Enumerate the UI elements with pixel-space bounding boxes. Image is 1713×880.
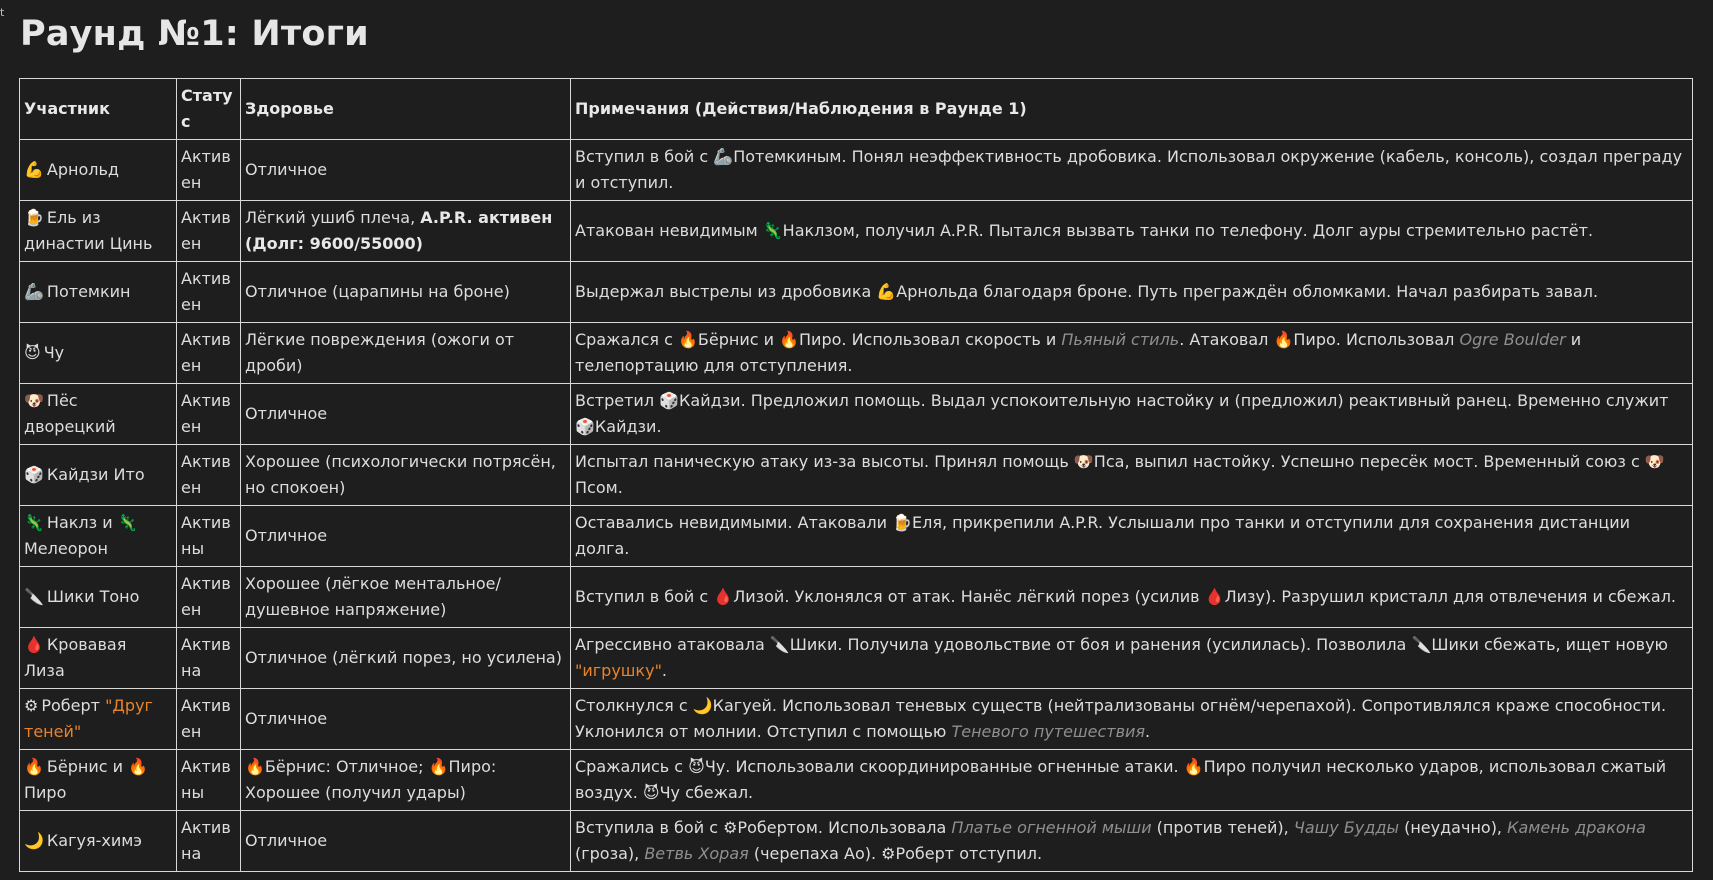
table-row — [20, 506, 1693, 567]
ability-name: Теневого путешествия — [951, 722, 1146, 741]
notes-cell: Оставались невидимыми. Атаковали 🍺Еля, прикрепили A.P.R. Услышали про танки и отступили для сохранения дистанции долга. — [571, 506, 1693, 567]
notes-cell — [571, 628, 1693, 689]
participant-name: Кайдзи Ито — [46, 465, 145, 484]
status-cell: Активны — [177, 506, 241, 567]
participant-cell — [20, 445, 177, 506]
lizard-icon: 🦎 — [24, 513, 44, 532]
ability-name: Платье огненной мыши — [951, 818, 1152, 837]
notes-text: (неудачно), — [1399, 818, 1508, 837]
round-summary-table — [19, 78, 1693, 872]
ability-name: Ogre Boulder — [1459, 330, 1566, 349]
beer-icon: 🍺 — [24, 208, 44, 227]
health-cell: 🔥Бёрнис: Отличное; 🔥Пиро: Хорошее (получил удары) — [241, 750, 571, 811]
participant-cell — [20, 689, 177, 750]
participant-name: Чу — [43, 343, 65, 362]
table-row — [20, 262, 1693, 323]
participant-name: Ель из династии Цинь — [24, 208, 153, 253]
participant-cell — [20, 201, 177, 262]
status-cell: Активен — [177, 567, 241, 628]
health-cell: Отличное — [241, 811, 571, 872]
dice-icon: 🎲 — [24, 465, 44, 484]
notes-cell: Сражались с 😈Чу. Использовали скоординированные огненные атаки. 🔥Пиро получил несколько ударов, использовал сжатый воздух. 😈Чу сбежал. — [571, 750, 1693, 811]
table-row — [20, 323, 1693, 384]
ability-name: Чашу Будды — [1293, 818, 1400, 837]
notes-text: и телепортацию для отступления. — [575, 330, 1582, 375]
health-cell: Лёгкие повреждения (ожоги от дроби) — [241, 323, 571, 384]
notes-cell — [571, 689, 1693, 750]
participant-cell — [20, 262, 177, 323]
notes-text: Сражался с 🔥Бёрнис и 🔥Пиро. Использовал скорость и — [575, 330, 1062, 349]
notes-cell: Испытал паническую атаку из-за высоты. Принял помощь 🐶Пса, выпил настойку. Успешно пересёк мост. Временный союз с 🐶Псом. — [571, 445, 1693, 506]
quoted-text: "игрушку" — [575, 661, 662, 680]
participant-name: Бёрнис и 🔥 Пиро — [24, 757, 149, 802]
header-health: Здоровье — [241, 79, 571, 140]
ability-name: Камень дракона — [1507, 818, 1646, 837]
participant-cell — [20, 506, 177, 567]
health-cell: Отличное — [241, 140, 571, 201]
participant-name: Пёс дворецкий — [24, 391, 116, 436]
apr-debt-text: A.P.R. активен (Долг: 9600/55000) — [245, 208, 553, 253]
status-cell: Активен — [177, 140, 241, 201]
participant-nickname: "Друг теней" — [24, 696, 153, 741]
moon-icon: 🌙 — [24, 831, 44, 850]
ability-name: Пьяный стиль — [1061, 330, 1180, 349]
dog-icon: 🐶 — [24, 391, 44, 410]
fire-icon: 🔥 — [24, 757, 44, 776]
status-cell: Активен — [177, 384, 241, 445]
notes-text: Агрессивно атаковала 🔪Шики. Получила удовольствие от боя и ранения (усилилась). Позволила 🔪Шики сбежать, ищет новую — [575, 635, 1668, 654]
participant-cell — [20, 628, 177, 689]
health-cell: Отличное — [241, 506, 571, 567]
participant-cell — [20, 750, 177, 811]
health-cell: Хорошее (лёгкое ментальное/душевное напряжение) — [241, 567, 571, 628]
notes-cell — [571, 323, 1693, 384]
participant-name: Наклз и 🦎 Мелеорон — [24, 513, 138, 558]
health-text: Лёгкий ушиб плеча, — [245, 208, 421, 227]
table-row — [20, 811, 1693, 872]
notes-text: (гроза), — [575, 844, 645, 863]
participant-name: Роберт — [41, 696, 100, 715]
knife-icon: 🔪 — [24, 587, 44, 606]
notes-text: Столкнулся с 🌙Кагуей. Использовал теневых существ (нейтрализованы огнём/черепахой). Сопротивлялся краже способности. Уклонился от молнии. Отступил с помощью — [575, 696, 1667, 741]
table-row — [20, 384, 1693, 445]
health-cell — [241, 201, 571, 262]
table-row — [20, 567, 1693, 628]
participant-name: Потемкин — [46, 282, 131, 301]
health-cell: Отличное (лёгкий порез, но усилена) — [241, 628, 571, 689]
notes-text: Вступила в бой с ⚙Робертом. Использовала — [575, 818, 952, 837]
page-title: Раунд №1: Итоги — [20, 14, 369, 54]
header-status: Статус — [177, 79, 241, 140]
notes-cell: Атакован невидимым 🦎Наклзом, получил A.P.R. Пытался вызвать танки по телефону. Долг ауры стремительно растёт. — [571, 201, 1693, 262]
header-notes: Примечания (Действия/Наблюдения в Раунде 1) — [571, 79, 1693, 140]
table-row — [20, 689, 1693, 750]
participant-cell — [20, 140, 177, 201]
notes-cell: Встретил 🎲Кайдзи. Предложил помощь. Выдал успокоительную настойку и (предложил) реактивный ранец. Временно служит 🎲Кайдзи. — [571, 384, 1693, 445]
table-row — [20, 750, 1693, 811]
table-row — [20, 445, 1693, 506]
table-row — [20, 140, 1693, 201]
corner-mark: t — [0, 6, 5, 19]
table-row — [20, 201, 1693, 262]
notes-cell: Вступил в бой с 🩸Лизой. Уклонялся от атак. Нанёс лёгкий порез (усилив 🩸Лизу). Разрушил кристалл для отвлечения и сбежал. — [571, 567, 1693, 628]
table-header-row — [20, 79, 1693, 140]
ability-name: Ветвь Хорая — [644, 844, 749, 863]
header-participant: Участник — [20, 79, 177, 140]
participant-name: Арнольд — [46, 160, 119, 179]
notes-text: (черепаха Ао). ⚙Роберт отступил. — [748, 844, 1043, 863]
health-cell: Отличное (царапины на броне) — [241, 262, 571, 323]
gear-icon: ⚙ — [24, 696, 39, 715]
status-cell: Активен — [177, 689, 241, 750]
notes-cell — [571, 811, 1693, 872]
participant-cell — [20, 323, 177, 384]
status-cell: Активен — [177, 262, 241, 323]
status-cell: Активны — [177, 750, 241, 811]
devil-icon: 😈 — [24, 343, 41, 362]
participant-name: Кровавая Лиза — [24, 635, 127, 680]
health-cell: Хорошее (психологически потрясён, но спокоен) — [241, 445, 571, 506]
health-cell: Отличное — [241, 384, 571, 445]
participant-cell — [20, 567, 177, 628]
status-cell: Активен — [177, 445, 241, 506]
participant-cell — [20, 811, 177, 872]
participant-name: Шики Тоно — [46, 587, 140, 606]
notes-cell: Выдержал выстрелы из дробовика 💪Арнольда благодаря броне. Путь преграждён обломками. Начал разбирать завал. — [571, 262, 1693, 323]
participant-cell — [20, 384, 177, 445]
mech-arm-icon: 🦾 — [24, 282, 44, 301]
status-cell: Активен — [177, 201, 241, 262]
blood-drop-icon: 🩸 — [24, 635, 44, 654]
notes-text: . Атаковал 🔥Пиро. Использовал — [1179, 330, 1460, 349]
muscle-icon: 💪 — [24, 160, 44, 179]
notes-text: . — [661, 661, 668, 680]
notes-text: (против теней), — [1151, 818, 1294, 837]
status-cell: Активен — [177, 323, 241, 384]
status-cell: Активна — [177, 628, 241, 689]
notes-text: . — [1145, 722, 1151, 741]
table-row — [20, 628, 1693, 689]
participant-name: Кагуя-химэ — [46, 831, 143, 850]
health-cell: Отличное — [241, 689, 571, 750]
notes-cell: Вступил в бой с 🦾Потемкиным. Понял неэффективность дробовика. Использовал окружение (кабель, консоль), создал преграду и отступил. — [571, 140, 1693, 201]
status-cell: Активна — [177, 811, 241, 872]
